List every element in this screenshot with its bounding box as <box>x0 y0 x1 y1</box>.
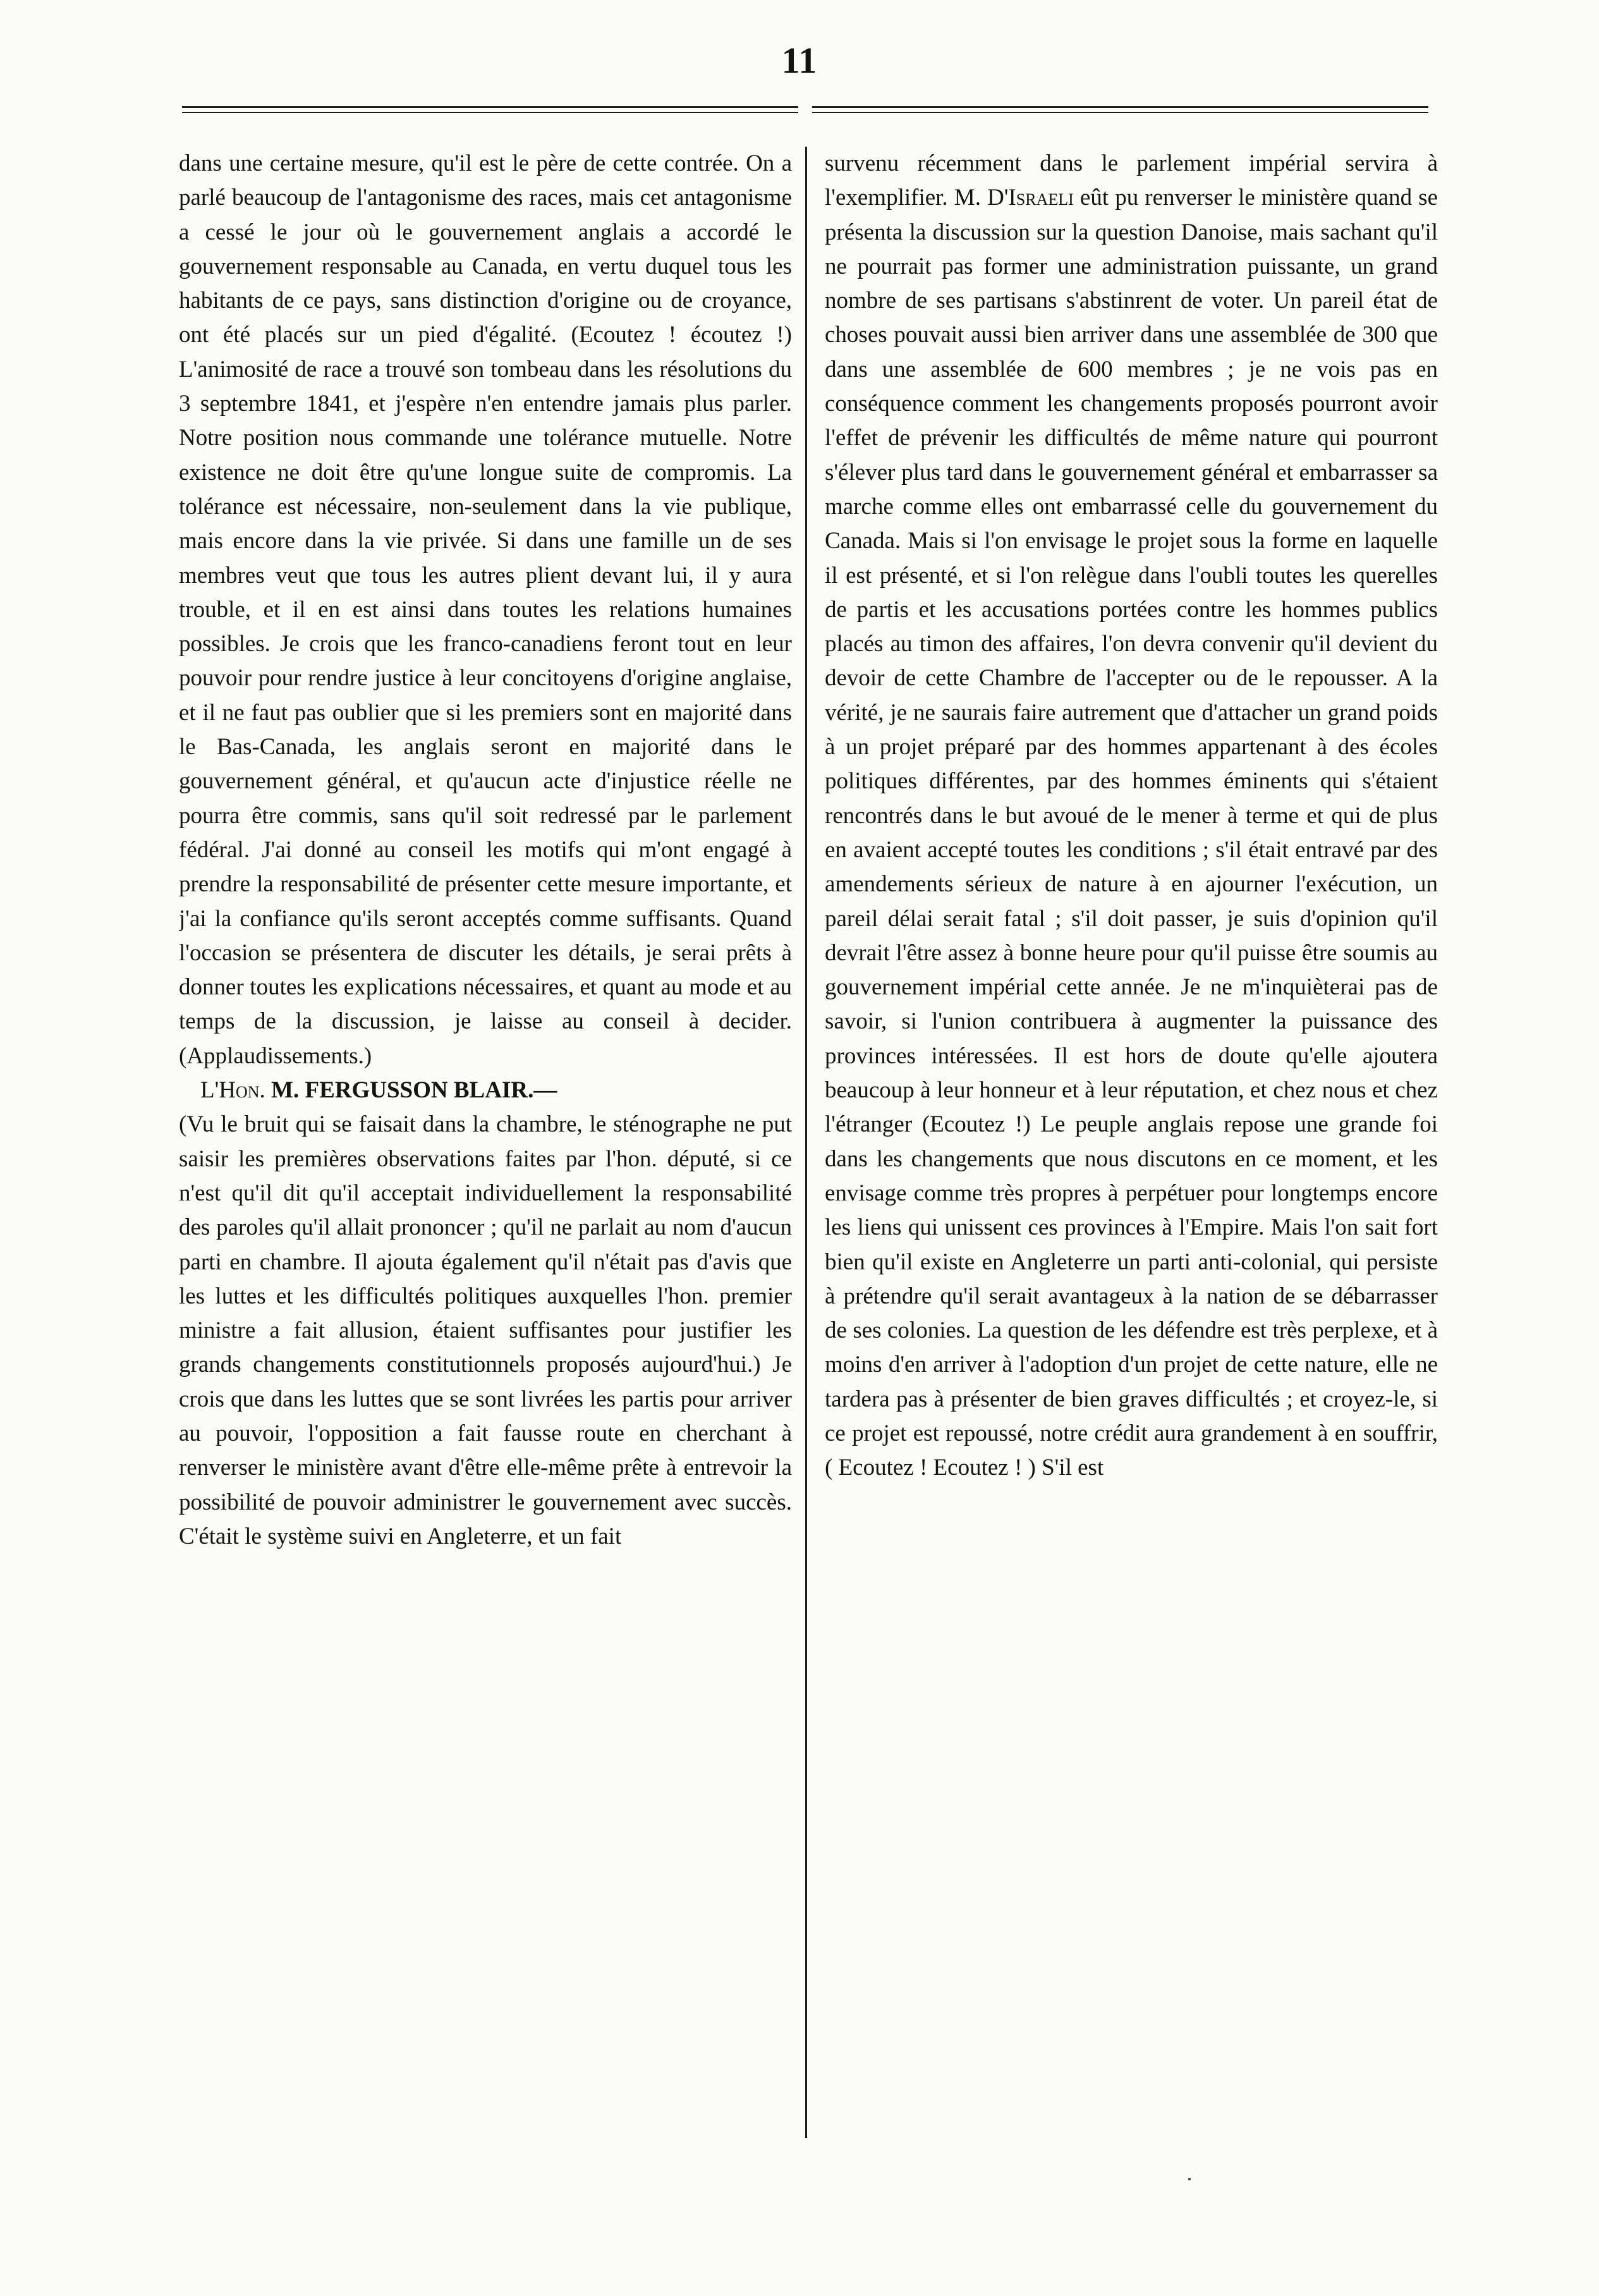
page-number: 11 <box>781 40 818 81</box>
column-divider <box>805 147 807 2138</box>
speaker-name: M. FERGUSSON BLAIR.— <box>271 1077 557 1104</box>
speaker-title: L'Hon. <box>200 1077 265 1104</box>
header-rule-right <box>812 106 1428 113</box>
speaker-heading-fergusson-blair <box>179 1073 792 1108</box>
right-text-part-1: survenu récemment dans le parlement impérial servira à l'exemplifier. M. <box>825 150 1438 211</box>
left-column <box>179 147 792 2163</box>
left-paragraph-continued: dans une certaine mesure, qu'il est le père de cette contrée. On a parlé beaucoup de l'antagonisme des races, mais cet antagonisme a cessé le jour où le gouvernement anglais a accordé le gouvernement responsable au Canada, en vertu duquel tous les habitants de ce pays, sans distinction d'origine ou de croyance, ont été placés sur un pied d'égalité. (Ecoutez ! écoutez !) L'animosité de race a trouvé son tombeau dans les résolutions du 3 septembre 1841, et j'espère n'en entendre jamais plus parler. Notre position nous commande une tolérance mutuelle. Notre existence ne doit être qu'une longue suite de compromis. La tolérance est nécessaire, non-seulement dans la vie publique, mais encore dans la vie privée. Si dans une famille un de ses membres veut que tous les autres plient devant lui, il y aura trouble, et il en est ainsi dans toutes les relations humaines possibles. Je crois que les franco-canadiens feront tout en leur pouvoir pour rendre justice à leur concitoyens d'origine anglaise, et il ne faut pas oublier que si les premiers sont en majorité dans le Bas-Canada, les anglais seront en majorité dans le gouvernement général, et qu'aucun acte d'injustice réelle ne pourra être commis, sans qu'il soit redressé par le parlement fédéral. J'ai donné au conseil les motifs qui m'ont engagé à prendre la responsabilité de présenter cette mesure importante, et j'ai la confiance qu'ils seront acceptés comme suffisants. Quand l'occasion se présentera de discuter les détails, je serai prêts à donner toutes les explications nécessaires, et quant au mode et au temps de la discussion, je laisse au conseil à decider. (Applaudissements.) <box>179 150 792 1069</box>
header-rule-left <box>182 106 798 113</box>
right-column <box>825 147 1438 2163</box>
print-speck <box>1188 2178 1191 2180</box>
right-paragraph <box>825 147 1438 1486</box>
name-disraeli: D'Israeli <box>987 185 1074 211</box>
left-paragraph-blair-speech: (Vu le bruit qui se faisait dans la chambre, le sténographe ne put saisir les premières observations faites par l'hon. député, si ce n'est qu'il dit qu'il acceptait individuellement la responsabilité des paroles qu'il allait prononcer ; qu'il ne parlait au nom d'aucun parti en chambre. Il ajouta également qu'il n'était pas d'avis que les luttes et les difficultés politiques auxquelles l'hon. premier ministre a fait allusion, étaient suffisantes pour justifier les grands changements constitutionnels proposés aujourd'hui.) Je crois que dans les luttes que se sont livrées les partis pour arriver au pouvoir, l'opposition a fait fausse route en cherchant à renverser le ministère avant d'être elle-même prête à entrevoir la possibilité de pouvoir administrer le gouvernement avec succès. C'était le système suivi en Angleterre, et un fait <box>179 1111 792 1549</box>
right-text-part-2: eût pu renverser le ministère quand se présenta la discussion sur la question Danoise, mais sachant qu'il ne pourrait pas former une administration puissante, un grand nombre de ses partisans s'abstinrent de voter. Un pareil état de choses pouvait aussi bien arriver dans une assemblée de 300 que dans une assemblée de 600 membres ; je ne vois pas en conséquence comment les changements proposés pourront avoir l'effet de prévenir les difficultés de même nature qui pourront s'élever plus tard dans le gouvernement général et embarrasser sa marche comme elles ont embarrassé celle du gouvernement du Canada. Mais si l'on envisage le projet sous la forme en laquelle il est présenté, et si l'on relègue dans l'oubli toutes les querelles de partis et les accusations portées contre les hommes publics placés au timon des affaires, l'on devra convenir qu'il devient du devoir de cette Chambre de l'accepter ou de le repousser. A la vérité, je ne saurais faire autrement que d'attacher un grand poids à un projet préparé par des hommes appartenant à des écoles politiques différentes, par des hommes éminents qui s'étaient rencontrés dans le but avoué de le mener à terme et qui de plus en avaient accepté toutes les conditions ; s'il était entravé par des amendements sérieux de nature à en ajourner l'exécution, un pareil délai serait fatal ; s'il doit passer, je suis d'opinion qu'il devrait l'être assez à bonne heure pour qu'il puisse être soumis au gouvernement impérial cette année. Je ne m'inquièterai pas de savoir, si l'union contribuera à augmenter la puissance des provinces intéressées. Il est hors de doute qu'elle ajoutera beaucoup à leur honneur et à leur réputation, et chez nous et chez l'étranger (Ecoutez !) Le peuple anglais repose une grande foi dans les changements que nous discutons en ce moment, et les envisage comme très propres à perpétuer pour longtemps encore les liens qui unissent ces provinces à l'Empire. Mais l'on sait fort bien qu'il existe en Angleterre un parti anti-colonial, qui persiste à prétendre qu'il serait avantageux à la nation de se débarrasser de ses colonies. La question de les défendre est très perplexe, et à moins d'en arriver à l'adoption d'un projet de cette nature, elle ne tardera pas à présenter de bien graves difficultés ; et croyez-le, si ce projet est repoussé, notre crédit aura grandement à en souffrir, ( Ecoutez ! Ecoutez ! ) S'il est <box>825 185 1438 1481</box>
